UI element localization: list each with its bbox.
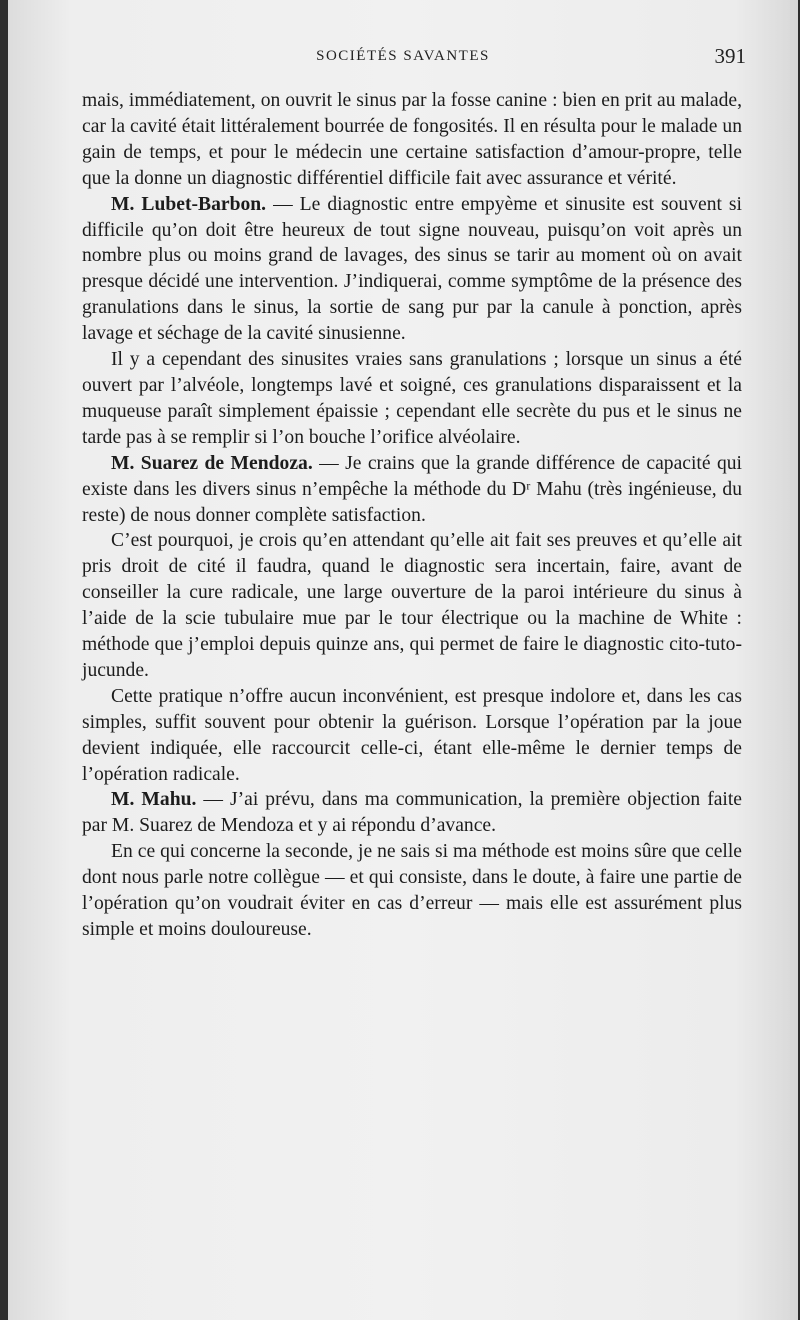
running-title: SOCIÉTÉS SAVANTES [316,48,490,64]
paragraph-text: C’est pourquoi, je crois qu’en attendant qu’elle ait fait ses preuves et qu’elle ait pris droit de cité il faudra, quand le diagnostic sera incertain, faire, avant de conseiller la cure radicale, une large ouverture de la paroi intérieure du sinus à l’aide de la scie tubulaire mue par le tour électrique ou la machine de White : méthode que j’emploi depuis quinze ans, qui permet de faire le diagnostic cito-tuto-jucunde. [82,530,742,681]
paragraph-text: mais, immédiatement, on ouvrit le sinus par la fosse canine : bien en prit au malade, car la cavité était littéralement bourrée de fongosités. Il en résulta pour le malade un gain de temps, et pour le médecin une certaine satisfaction d’amour-propre, telle que la donne un diagnostic différentiel difficile fait avec assurance et vérité. [82,90,742,189]
paragraph [82,192,742,347]
speaker-name: M. Mahu. [111,789,197,811]
book-page [8,0,798,1320]
paragraph [82,88,742,192]
paragraph [82,839,742,943]
speaker-name: M. Suarez de Mendoza. [111,452,313,474]
paragraph-text: En ce qui concerne la seconde, je ne sais si ma méthode est moins sûre que celle dont nous parle notre collègue — et qui consiste, dans le doute, à faire une partie de l’opération qu’on voudrait éviter en cas d’erreur — mais elle est assurément plus simple et moins douloureuse. [82,841,742,940]
paragraph [82,684,742,788]
paragraph-text: — J’ai prévu, dans ma communication, la première objection faite par M. Suarez de Mendoza et y ai répondu d’avance. [82,789,742,837]
paragraph [82,787,742,839]
paragraph [82,347,742,451]
paragraph-text: — Le diagnostic entre empyème et sinusite est souvent si difficile qu’on doit être heureux de tout signe nouveau, puisqu’on voit après un nombre plus ou moins grand de lavages, des sinus se tarir au moment où on avait presque décidé une intervention. J’indiquerai, comme symptôme de la présence des granulations dans le sinus, la sortie de sang pur par la canule à ponction, après lavage et séchage de la cavité sinusienne. [82,193,743,345]
paragraph-text: Cette pratique n’offre aucun inconvénient, est presque indolore et, dans les cas simples, suffit souvent pour obtenir la guérison. Lorsque l’opération par la joue devient indiquée, elle raccourcit celle-ci, étant elle-même le dernier temps de l’opération radicale. [82,685,742,785]
body-text [82,88,742,943]
page-header [8,44,798,78]
paragraph-text: — Je crains que la grande différence de capacité qui existe dans les divers sinus n’empêche la méthode du Dʳ Mahu (très ingénieuse, du reste) de nous donner complète satisfaction. [82,452,742,526]
paragraph [82,451,742,529]
speaker-name: M. Lubet-Barbon. [111,193,267,215]
paragraph-text: Il y a cependant des sinusites vraies sans granulations ; lorsque un sinus a été ouvert par l’alvéole, longtemps lavé et soigné, ces granulations disparaissent et la muqueuse paraît simplement épaissie ; cependant elle secrète du pus et le sinus ne tarde pas à se remplir si l’on bouche l’orifice alvéolaire. [82,349,742,448]
page-number: 391 [714,44,746,68]
paragraph [82,528,742,683]
